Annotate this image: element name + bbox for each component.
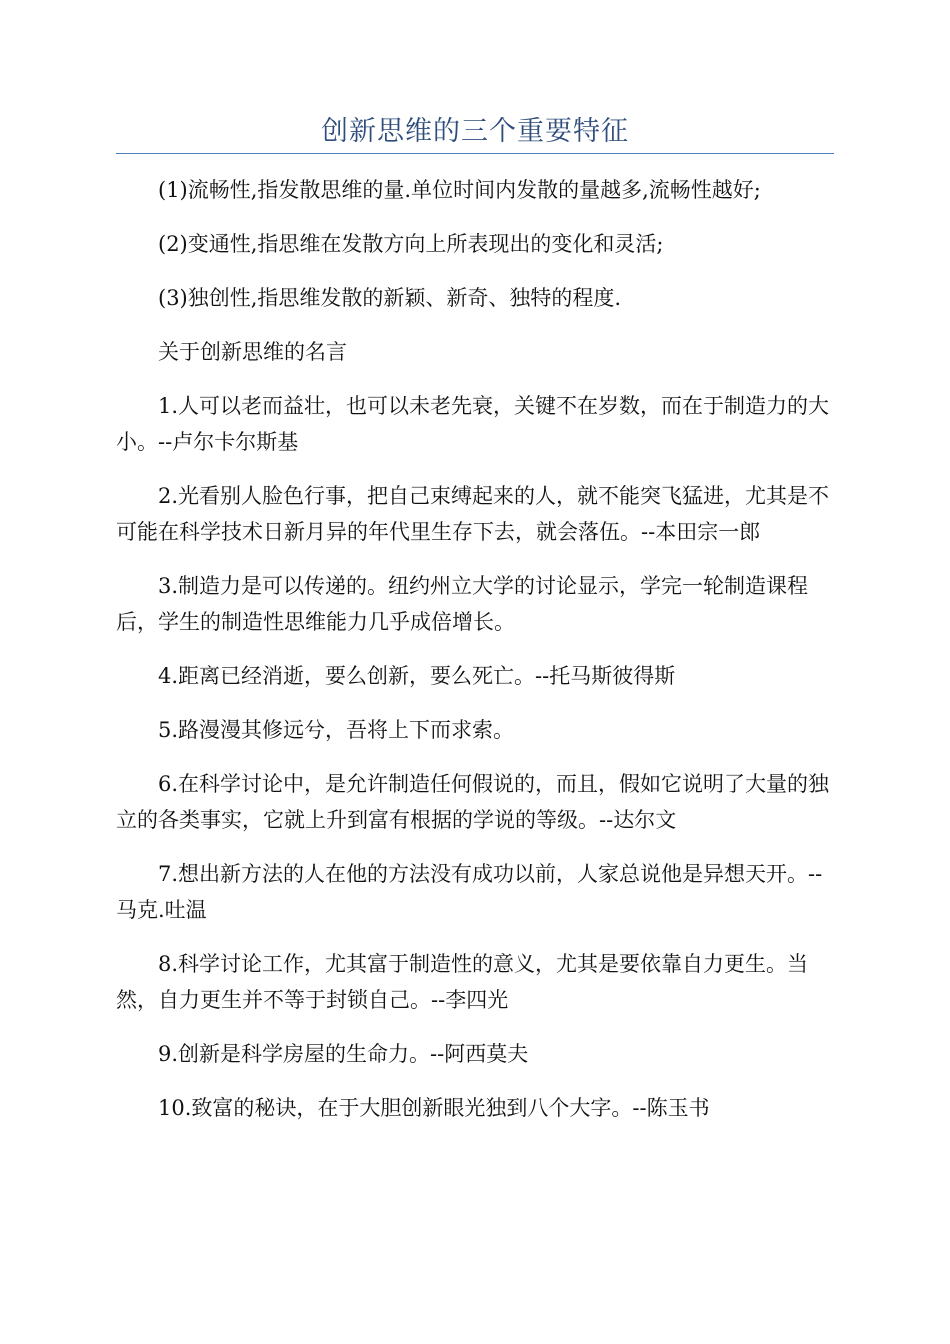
feature-originality: (3)独创性,指思维发散的新颖、新奇、独特的程度. [158, 286, 622, 310]
section-heading-quotes: 关于创新思维的名言 [158, 340, 347, 364]
document-body [116, 172, 834, 1144]
quote-8: 8.科学讨论工作，尤其富于制造性的意义，尤其是要依靠自力更生。当然，自力更生并不等于封锁自己。--李四光 [116, 952, 809, 1012]
quote-6: 6.在科学讨论中，是允许制造任何假说的，而且，假如它说明了大量的独立的各类事实，它就上升到富有根据的学说的等级。--达尔文 [116, 772, 830, 832]
quote-9: 9.创新是科学房屋的生命力。--阿西莫夫 [158, 1042, 529, 1066]
feature-fluency: (1)流畅性,指发散思维的量.单位时间内发散的量越多,流畅性越好; [158, 178, 761, 202]
feature-flexibility: (2)变通性,指思维在发散方向上所表现出的变化和灵活; [158, 232, 664, 256]
quote-7: 7.想出新方法的人在他的方法没有成功以前，人家总说他是异想天开。--马克.吐温 [116, 862, 823, 922]
title-underline [116, 153, 834, 154]
quote-3: 3.制造力是可以传递的。纽约州立大学的讨论显示，学完一轮制造课程后，学生的制造性思维能力几乎成倍增长。 [116, 574, 809, 634]
quote-5: 5.路漫漫其修远兮，吾将上下而求索。 [158, 718, 515, 742]
quote-4: 4.距离已经消逝，要么创新，要么死亡。--托马斯彼得斯 [158, 664, 676, 688]
quote-2: 2.光看别人脸色行事，把自己束缚起来的人，就不能突飞猛进，尤其是不可能在科学技术日新月异的年代里生存下去，就会落伍。--本田宗一郎 [116, 484, 830, 544]
page-title: 创新思维的三个重要特征 [321, 116, 629, 147]
quote-1: 1.人可以老而益壮，也可以未老先衰，关键不在岁数，而在于制造力的大小。--卢尔卡尔斯基 [116, 394, 830, 454]
quote-10: 10.致富的秘诀，在于大胆创新眼光独到八个大字。--陈玉书 [158, 1096, 710, 1120]
